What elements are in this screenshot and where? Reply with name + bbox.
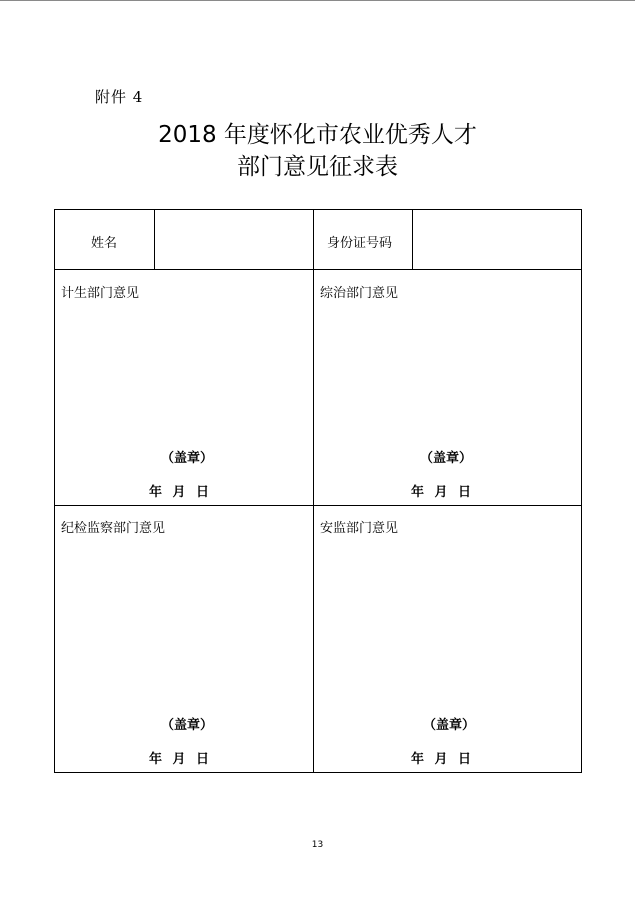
opinion-form-table	[54, 209, 582, 773]
seal-text: （盖章）	[161, 451, 214, 466]
discipline-inspection-label: 纪检监察部门意见	[61, 521, 166, 536]
attachment-label: 附件 4	[95, 88, 144, 106]
date-text: 年 月 日	[411, 752, 472, 767]
id-number-label: 身份证号码	[327, 236, 393, 251]
seal-text: （盖章）	[420, 451, 473, 466]
date-text: 年 月 日	[149, 752, 210, 767]
discipline-inspection-opinion-cell[interactable]	[56, 507, 312, 771]
document-title-line1: 2018 年度怀化市农业优秀人才	[158, 122, 477, 148]
family-planning-label: 计生部门意见	[61, 286, 140, 301]
name-field[interactable]	[156, 211, 312, 268]
page-number: 13	[311, 840, 324, 850]
family-planning-opinion-cell[interactable]	[56, 271, 312, 504]
top-border-line	[0, 0, 635, 1]
document-title-line2: 部门意见征求表	[237, 154, 398, 180]
date-text: 年 月 日	[149, 485, 210, 500]
name-label: 姓名	[91, 236, 118, 251]
work-safety-label: 安监部门意见	[320, 521, 399, 536]
work-safety-opinion-cell[interactable]	[315, 507, 580, 771]
comprehensive-governance-opinion-cell[interactable]	[315, 271, 580, 504]
seal-text: （盖章）	[161, 718, 214, 733]
date-text: 年 月 日	[411, 485, 472, 500]
id-number-field[interactable]	[415, 211, 580, 268]
id-col-divider	[412, 210, 413, 270]
seal-text: （盖章）	[423, 718, 476, 733]
comprehensive-governance-label: 综治部门意见	[320, 286, 399, 301]
